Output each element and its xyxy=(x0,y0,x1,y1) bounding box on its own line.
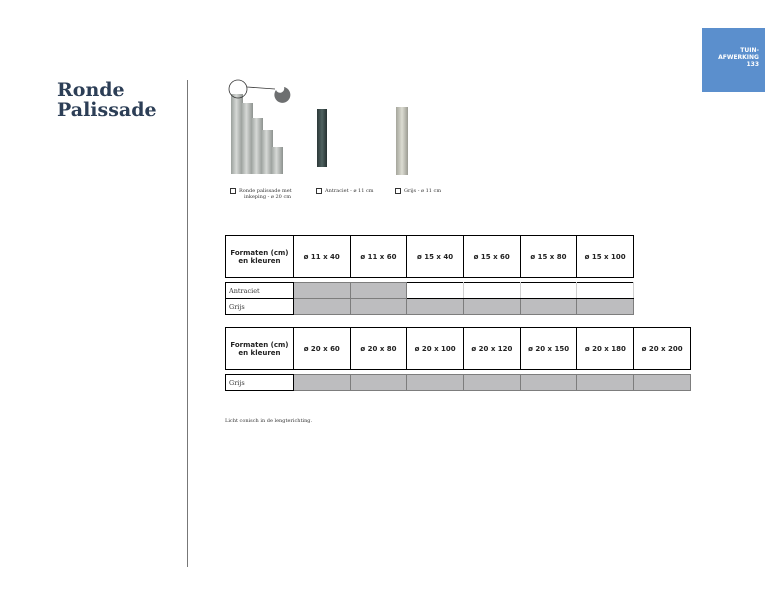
product-illustration xyxy=(222,78,482,178)
column-header: ø 15 x 100 xyxy=(577,236,634,278)
availability-cell xyxy=(463,299,520,315)
table-header-label: Formaten (cm) en kleuren xyxy=(226,328,294,370)
table-header-row xyxy=(226,328,691,370)
checkbox-icon[interactable] xyxy=(316,188,322,194)
availability-cell xyxy=(520,283,577,299)
column-header: ø 20 x 120 xyxy=(464,328,521,370)
table-row xyxy=(226,283,634,299)
table-row xyxy=(226,299,634,315)
size-table-11-15 xyxy=(225,235,634,315)
availability-cell xyxy=(520,375,577,391)
detail-line xyxy=(247,87,275,89)
row-label: Grijs xyxy=(226,299,294,315)
column-header: ø 15 x 80 xyxy=(520,236,577,278)
table-row xyxy=(226,375,691,391)
section-tab-line2: AFWERKING xyxy=(718,54,759,61)
column-header: ø 11 x 40 xyxy=(293,236,350,278)
availability-cell xyxy=(464,375,521,391)
availability-cell xyxy=(407,299,464,315)
legend-label-line2: inkeping - ø 20 cm xyxy=(244,194,291,200)
availability-cell xyxy=(407,283,464,299)
page-title xyxy=(57,80,157,120)
vertical-divider xyxy=(187,80,188,567)
availability-cell xyxy=(407,375,464,391)
checkbox-icon[interactable] xyxy=(230,188,236,194)
availability-cell xyxy=(520,299,577,315)
post-5 xyxy=(271,147,283,174)
availability-cell xyxy=(577,299,634,315)
section-tab-line1: TUIN- xyxy=(740,47,759,54)
palisade-posts-image xyxy=(222,78,482,178)
grey-post xyxy=(396,107,408,175)
column-header: ø 20 x 150 xyxy=(520,328,577,370)
column-header: ø 11 x 60 xyxy=(350,236,407,278)
legend-label: Antraciet - ø 11 cm xyxy=(325,188,374,194)
availability-cell xyxy=(293,299,350,315)
section-tab-page-number: 133 xyxy=(746,61,759,68)
availability-cell xyxy=(293,283,350,299)
column-header: ø 20 x 80 xyxy=(350,328,407,370)
availability-cell xyxy=(634,375,691,391)
page-title-line2: Palissade xyxy=(57,99,157,121)
footnote: Licht conisch in de lengterichting. xyxy=(225,418,313,424)
availability-cell xyxy=(350,375,407,391)
checkbox-icon[interactable] xyxy=(395,188,401,194)
table-header-label: Formaten (cm) en kleuren xyxy=(226,236,294,278)
legend-label-line1: Ronde palissade met xyxy=(239,188,292,194)
availability-cell xyxy=(577,375,634,391)
column-header: ø 20 x 180 xyxy=(577,328,634,370)
column-header: ø 20 x 60 xyxy=(293,328,350,370)
page-title-line1: Ronde xyxy=(57,79,125,101)
row-label: Antraciet xyxy=(226,283,294,299)
table-header-row xyxy=(226,236,634,278)
anthracite-post xyxy=(317,109,327,167)
availability-cell xyxy=(577,283,634,299)
row-label: Grijs xyxy=(226,375,294,391)
column-header: ø 15 x 60 xyxy=(463,236,520,278)
column-header: ø 20 x 200 xyxy=(634,328,691,370)
section-tab xyxy=(702,28,765,92)
availability-cell xyxy=(293,375,350,391)
column-header: ø 15 x 40 xyxy=(407,236,464,278)
column-header: ø 20 x 100 xyxy=(407,328,464,370)
size-table-20 xyxy=(225,327,691,391)
availability-cell xyxy=(350,283,407,299)
legend-item-grey xyxy=(395,188,441,194)
legend-item-notched xyxy=(230,188,292,200)
legend-item-anthracite xyxy=(316,188,374,194)
availability-cell xyxy=(463,283,520,299)
availability-cell xyxy=(350,299,407,315)
legend-label: Grijs - ø 11 cm xyxy=(404,188,442,194)
notch-profile-shape xyxy=(274,87,290,103)
